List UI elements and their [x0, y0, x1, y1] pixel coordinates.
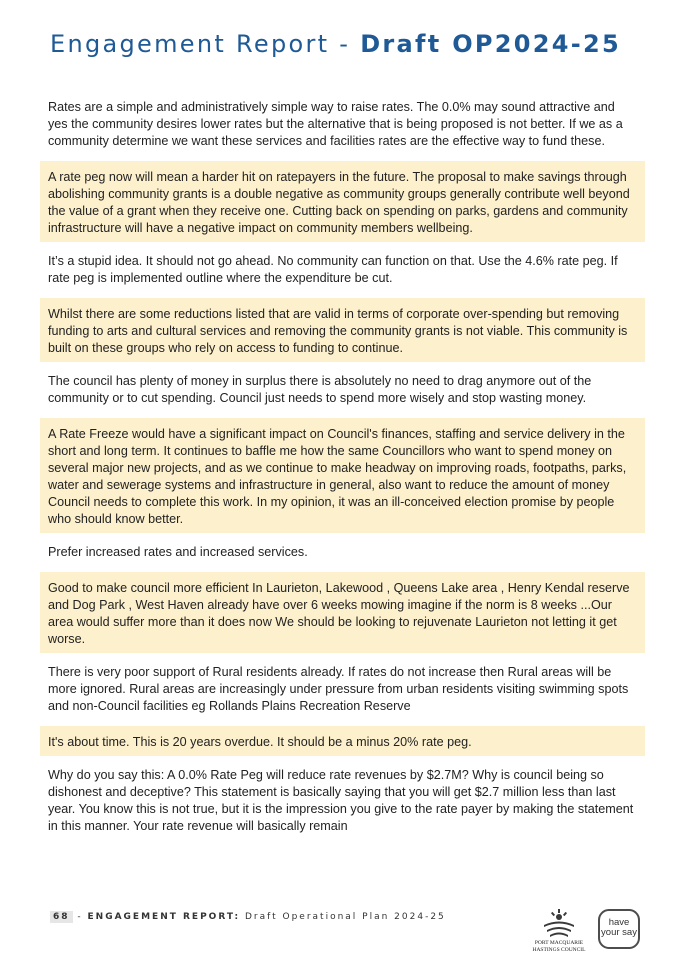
- title-bold: Draft OP2024-25: [360, 30, 622, 58]
- comment-item: Good to make council more efficient In Laurieton, Lakewood , Queens Lake area , Henry Kendal reserve and Dog Park , West Haven already have over 6 weeks mowing imagine if the norm is 8 weeks ...Our area would suffer more than it does now We should be looking to rejuvenate Laurieton not letting it get worse.: [40, 572, 645, 653]
- have-your-say-line2: your say: [601, 927, 637, 938]
- comment-item: A rate peg now will mean a harder hit on ratepayers in the future. The proposal to make savings through abolishing community grants is a double negative as community groups generally contribute well beyond the value of a grant when they receive one. Cutting back on spending on parks, gardens and community infrastructure will have a negative impact on community members wellbeing.: [40, 161, 645, 242]
- title-prefix: Engagement Report -: [50, 30, 361, 58]
- comment-item: Rates are a simple and administratively simple way to raise rates. The 0.0% may sound attractive and yes the community desires lower rates but the alternative that is being proposed is not better. If we as a community determine we want these services and facilities rates are the effective way to fund these.: [48, 100, 623, 148]
- footer-label: ENGAGEMENT REPORT:: [87, 912, 241, 922]
- comment-item: It's about time. This is 20 years overdue. It should be a minus 20% rate peg.: [40, 726, 645, 756]
- footer-separator: -: [72, 912, 88, 922]
- council-name-line2: HASTINGS COUNCIL: [532, 946, 586, 953]
- comment-item: Whilst there are some reductions listed that are valid in terms of corporate over-spending but removing funding to arts and cultural services and removing the community grants is not viable. This community is built on these groups who rely on access to funding to continue.: [40, 298, 645, 362]
- council-mark-icon: [542, 908, 576, 938]
- council-logo: [528, 908, 590, 958]
- page-footer: [50, 912, 446, 922]
- comment-item: Prefer increased rates and increased services.: [48, 545, 308, 559]
- page-title: [50, 30, 621, 58]
- council-name: [528, 940, 590, 953]
- page-number: 68: [50, 911, 73, 923]
- comment-item: It’s a stupid idea. It should not go ahead. No community can function on that. Use the 4.6% rate peg. If rate peg is implemented outline where the expenditure be cut.: [48, 254, 618, 285]
- council-name-line1: PORT MACQUARIE: [534, 940, 584, 946]
- comment-item: There is very poor support of Rural residents already. If rates do not increase then Rural areas will be more ignored. Rural areas are increasingly under pressure from urban residents visiting swimming spots and non-Council facilities eg Rollands Plains Recreation Reserve: [48, 665, 629, 713]
- comment-item: Why do you say this: A 0.0% Rate Peg will reduce rate revenues by $2.7M? Why is council being so dishonest and deceptive? This statement is basically saying that you will get $2.7 million less than last year. You know this is not true, but it is the impression you give to the rate payer by making the statement in this manner. Your rate revenue will basically remain: [48, 768, 634, 833]
- comment-item: The council has plenty of money in surplus there is absolutely no need to drag anymore out of the community or to cut spending. Council just needs to spend more wisely and stop wasting money.: [48, 374, 592, 405]
- comment-list: [40, 97, 645, 846]
- have-your-say-line1: have: [608, 917, 630, 928]
- comment-item: A Rate Freeze would have a significant impact on Council's finances, staffing and service delivery in the short and long term. It continues to baffle me how the same Councillors who want to spend money on several major new projects, and as we continue to make headway on improving roads, footpaths, parks, water and sewerage systems and infrastructure in general, also want to reduce the amount of money Council needs to complete this work. In my opinion, it was an ill-conceived election promise by people who should know better.: [40, 418, 645, 533]
- footer-document-name: Draft Operational Plan 2024-25: [240, 912, 446, 922]
- have-your-say-logo: [598, 909, 640, 949]
